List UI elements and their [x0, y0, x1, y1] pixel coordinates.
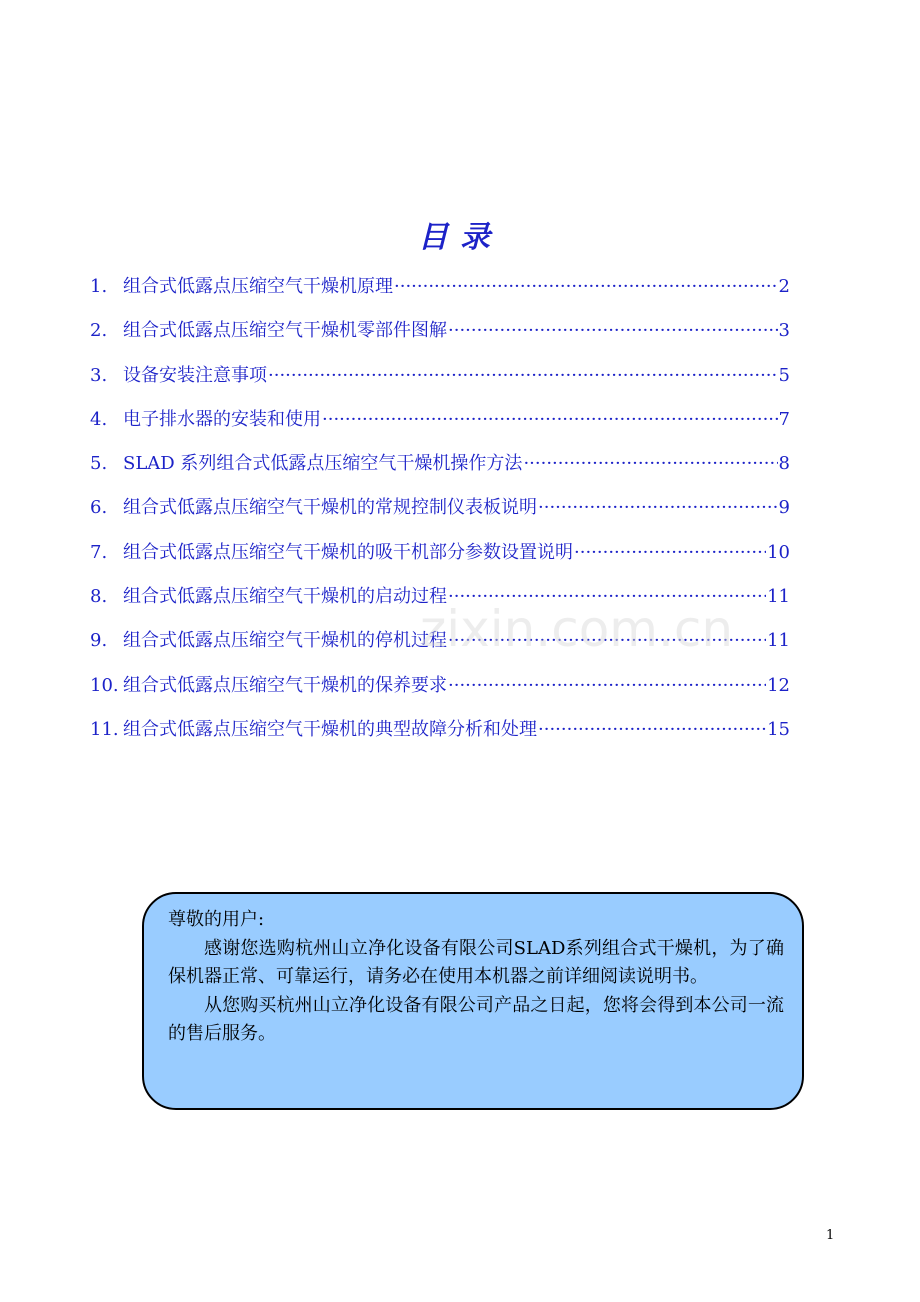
toc-entry-number: 11. — [90, 718, 119, 740]
toc-entry-page: 2 — [778, 276, 790, 297]
toc-entry-number: 1. — [90, 276, 108, 297]
toc-entry[interactable] — [90, 580, 790, 624]
toc-entry-page: 3 — [778, 320, 790, 342]
toc-entry-title: 组合式低露点压缩空气干燥机原理 — [123, 276, 393, 297]
toc-dot-leader — [448, 669, 766, 703]
toc-entry[interactable] — [90, 359, 790, 403]
toc-dot-leader — [538, 491, 778, 525]
toc-entry[interactable] — [90, 270, 790, 314]
toc-dot-leader — [574, 536, 766, 570]
user-notice-box — [142, 892, 804, 1110]
toc-entry[interactable] — [90, 624, 790, 668]
toc-entry[interactable] — [90, 713, 790, 757]
toc-entry[interactable] — [90, 669, 790, 713]
toc-dot-leader — [268, 359, 778, 393]
toc-entry-page: 5 — [778, 364, 790, 386]
toc-entry-title: 电子排水器的安装和使用 — [123, 408, 321, 430]
notice-paragraph-thanks: 感谢您选购杭州山立净化设备有限公司SLAD系列组合式干燥机，为了确保机器正常、可靠运行，请务必在使用本机器之前详细阅读说明书。 — [168, 937, 784, 987]
toc-entry-title: 组合式低露点压缩空气干燥机的停机过程 — [123, 630, 447, 652]
toc-entry-title: 设备安装注意事项 — [123, 364, 267, 386]
toc-dot-leader — [448, 624, 766, 658]
toc-entry-page: 7 — [778, 408, 790, 430]
toc-entry-number: 6. — [90, 497, 108, 519]
toc-entry-number: 5. — [90, 453, 108, 475]
toc-entry-page: 15 — [767, 718, 790, 740]
toc-entry[interactable] — [90, 314, 790, 358]
table-of-contents — [90, 270, 790, 757]
toc-dot-leader — [322, 403, 778, 437]
toc-entry[interactable] — [90, 491, 790, 535]
toc-entry-title: 组合式低露点压缩空气干燥机的吸干机部分参数设置说明 — [123, 541, 573, 563]
notice-paragraph-service: 从您购买杭州山立净化设备有限公司产品之日起，您将会得到本公司一流的售后服务。 — [168, 994, 784, 1044]
toc-dot-leader — [394, 270, 778, 304]
watermark: zixin.com.cn — [420, 600, 734, 658]
toc-dot-leader — [538, 713, 766, 747]
toc-title: 目录 — [418, 220, 502, 255]
toc-entry-number: 2. — [90, 320, 108, 342]
toc-dot-leader — [448, 314, 778, 348]
toc-entry-number: 9. — [90, 630, 108, 652]
toc-entry-page: 9 — [778, 497, 790, 519]
toc-entry-number: 4. — [90, 408, 108, 430]
toc-entry-page: 11 — [767, 586, 790, 608]
toc-entry-title: 组合式低露点压缩空气干燥机的常规控制仪表板说明 — [123, 497, 537, 519]
toc-entry-page: 11 — [767, 630, 790, 652]
notice-greeting: 尊敬的用户: — [168, 909, 265, 930]
toc-entry-number: 10. — [90, 674, 119, 696]
toc-entry-title: 组合式低露点压缩空气干燥机零部件图解 — [123, 320, 447, 342]
toc-entry[interactable] — [90, 536, 790, 580]
toc-entry-page: 10 — [767, 541, 790, 563]
toc-entry-page: 12 — [767, 674, 790, 696]
toc-entry-title: 组合式低露点压缩空气干燥机的保养要求 — [123, 674, 447, 696]
toc-entry-number: 8. — [90, 586, 108, 608]
toc-dot-leader — [523, 447, 777, 481]
toc-entry-title: 组合式低露点压缩空气干燥机的典型故障分析和处理 — [123, 718, 537, 740]
toc-dot-leader — [448, 580, 766, 614]
toc-entry-title: 组合式低露点压缩空气干燥机的启动过程 — [123, 586, 447, 608]
page-number: 1 — [826, 1228, 835, 1243]
toc-entry-number: 3. — [90, 364, 108, 386]
toc-entry[interactable] — [90, 447, 790, 491]
toc-entry-number: 7. — [90, 541, 108, 563]
toc-entry-title: SLAD 系列组合式低露点压缩空气干燥机操作方法 — [123, 453, 523, 475]
toc-entry-page: 8 — [778, 453, 790, 475]
toc-entry[interactable] — [90, 403, 790, 447]
